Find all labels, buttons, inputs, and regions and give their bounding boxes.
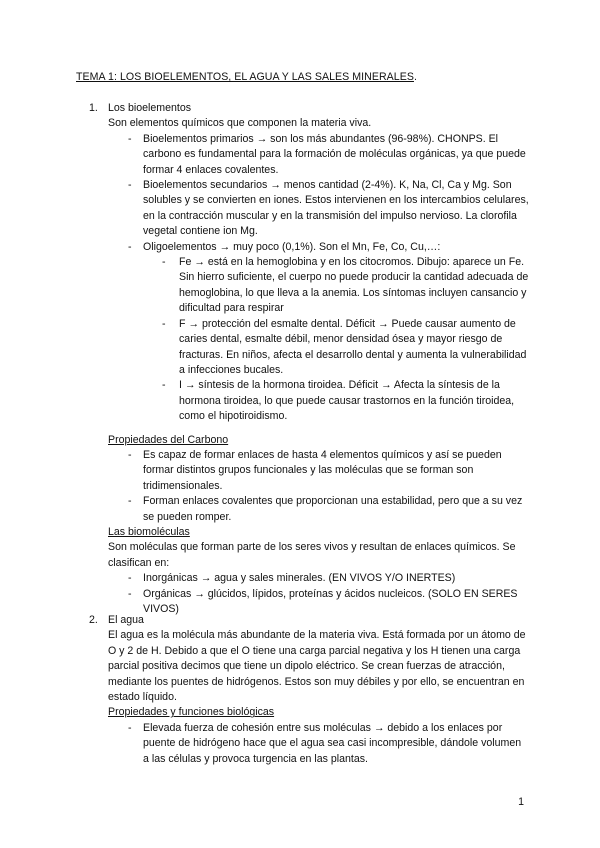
section-intro: Son elementos químicos que componen la materia viva. — [108, 117, 372, 130]
list-item: - Bioelementos primarios → son los más abundantes (96-98%). CHONPS. El carbono es fundamental para la formación de moléculas orgánicas, ya que puede formar 4 enlaces covalentes. — [108, 132, 529, 178]
list-item: - Forman enlaces covalentes que proporcionan una estabilidad, pero que a su vez se pueden romper. — [108, 494, 529, 525]
biomolecules-intro: Son moléculas que forman parte de los seres vivos y resultan de enlaces químicos. Se clasifican en: — [108, 541, 516, 569]
sub-list-item: - F → protección del esmalte dental. Déficit → Puede causar aumento de caries dental, esmalte débil, menor densidad ósea y mayor riesgo de fracturas. En niños, afecta el desarrollo dental y aumenta la vulnerabilidad a infecciones bucales. — [143, 317, 529, 379]
list-item-text: Oligoelementos → muy poco (0,1%). Son el Mn, Fe, Co, Cu,…: — [143, 240, 441, 253]
section-number: 1. — [89, 102, 98, 114]
page-number: 1 — [518, 795, 524, 808]
list-item: - Bioelementos secundarios → menos cantidad (2-4%). K, Na, Cl, Ca y Mg. Son solubles y se convierten en iones. Estos intervienen en los intercambios celulares, en la contracción muscular y en la transmisión del impulso nervioso. La clorofila vegetal contiene ion Mg. — [108, 178, 529, 240]
properties-heading: Propiedades y funciones biológicas — [108, 706, 275, 719]
title-text: TEMA 1: LOS BIOELEMENTOS, EL AGUA Y LAS SALES MINERALES — [76, 71, 414, 83]
oligoelement-list — [143, 255, 529, 424]
section-intro: El agua es la molécula más abundante de la materia viva. Está formada por un átomo de O y 2 de H. Debido a que el O tiene una carga parcial negativa y los H tienen una carga parcial positiva decimos que tiene un dipolo eléctrico. Se crean fuerzas de atracción, mediante los puentes de hidrógenos. Estos son muy débiles y por ello, se encuentran en estado líquido. — [108, 629, 526, 704]
biomolecules-list — [108, 571, 529, 617]
sub-list-item: - I → síntesis de la hormona tiroidea. Déficit → Afecta la síntesis de la hormona tiroidea, lo que puede causar trastornos en la función tiroidea, como el hipotiroidismo. — [143, 378, 529, 424]
carbon-heading: Propiedades del Carbono — [108, 433, 229, 446]
section-agua — [89, 613, 529, 767]
title-dot: . — [413, 71, 417, 83]
carbon-list — [108, 448, 529, 525]
list-item: - Elevada fuerza de cohesión entre sus moléculas → debido a los enlaces por puente de hidrógeno hace que el agua sea casi incompresible, dándole volumen a las células y provoca turgencia en las plantas. — [108, 721, 529, 767]
section-heading: Los bioelementos — [108, 102, 192, 114]
document-title — [76, 70, 417, 85]
list-item: - Orgánicas → glúcidos, lípidos, proteínas y ácidos nucleicos. (SOLO EN SERES VIVOS) — [108, 587, 529, 618]
section-heading: El agua — [108, 614, 144, 626]
bioelement-list — [108, 132, 529, 425]
sub-list-item: - Fe → está en la hemoglobina y en los citocromos. Dibujo: aparece un Fe. Sin hierro suficiente, el cuerpo no puede producir la cantidad adecuada de hemoglobina, lo que lleva a la anemia. Los síntomas incluyen cansancio y dificultad para respirar — [143, 255, 529, 317]
list-item — [108, 240, 529, 425]
list-item: - Es capaz de formar enlaces de hasta 4 elementos químicos y así se pueden formar distintos grupos funcionales y las moléculas que se forman son tridimensionales. — [108, 448, 529, 494]
section-number: 2. — [89, 614, 98, 626]
properties-list — [108, 721, 529, 767]
list-item: - Inorgánicas → agua y sales minerales. (EN VIVOS Y/O INERTES) — [108, 571, 529, 586]
biomolecules-heading: Las biomoléculas — [108, 525, 190, 538]
section-bioelementos — [89, 101, 529, 617]
